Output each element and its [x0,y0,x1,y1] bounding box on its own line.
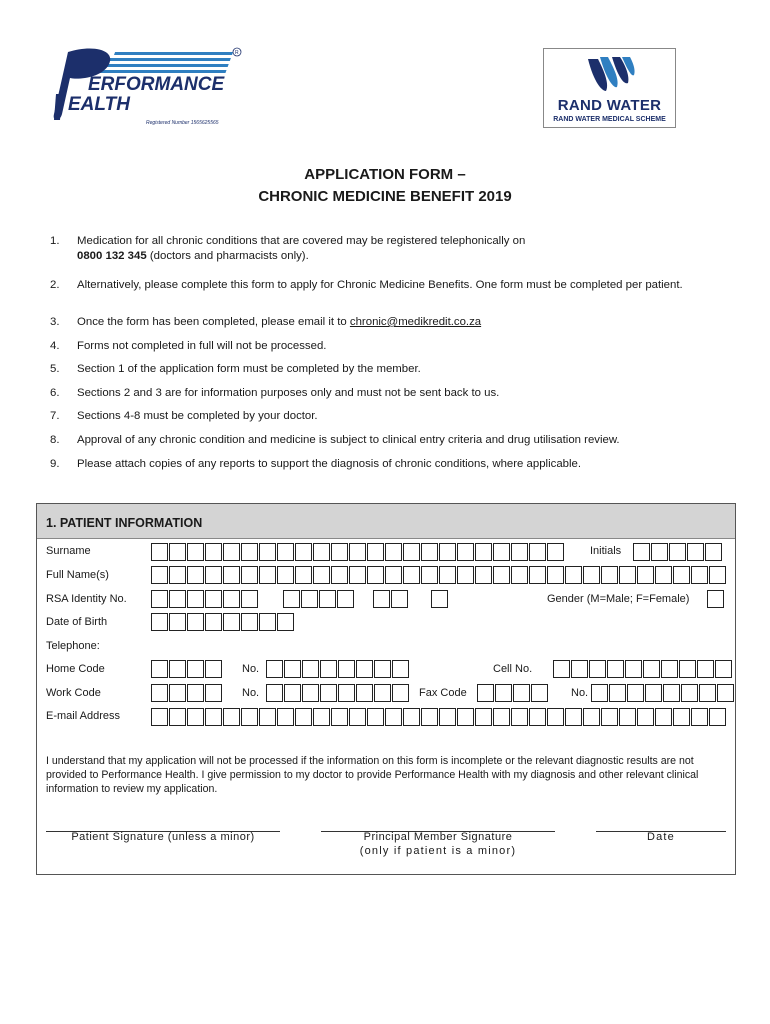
rsa-id-field-part4[interactable] [431,590,449,608]
char-box[interactable] [284,684,301,702]
char-box[interactable] [421,566,438,584]
performance-health-logo [48,44,244,130]
char-box[interactable] [637,566,654,584]
char-box[interactable] [331,543,348,561]
char-box[interactable] [295,708,312,726]
char-box[interactable] [513,684,530,702]
rsa-id-label: RSA Identity No. [46,593,127,605]
char-box[interactable] [687,543,704,561]
char-box[interactable] [589,660,606,678]
fax-no-field[interactable] [591,684,735,702]
char-box[interactable] [385,566,402,584]
work-code-field[interactable] [151,684,223,702]
patient-information-section [36,503,736,875]
char-box[interactable] [661,660,678,678]
char-box[interactable] [367,708,384,726]
char-box[interactable] [319,590,336,608]
svg-text:EALTH: EALTH [68,94,130,115]
char-box[interactable] [565,708,582,726]
char-box[interactable] [205,543,222,561]
char-box[interactable] [699,684,716,702]
home-no-field[interactable] [266,660,410,678]
char-box[interactable] [283,590,300,608]
char-box[interactable] [277,613,294,631]
char-box[interactable] [493,708,510,726]
char-box[interactable] [547,566,564,584]
char-box[interactable] [547,543,564,561]
char-box[interactable] [266,660,283,678]
char-box[interactable] [403,566,420,584]
fax-code-field[interactable] [477,684,549,702]
char-box[interactable] [637,708,654,726]
char-box[interactable] [169,566,186,584]
char-box[interactable] [655,708,672,726]
char-box[interactable] [187,590,204,608]
char-box[interactable] [266,684,283,702]
char-box[interactable] [223,590,240,608]
char-box[interactable] [663,684,680,702]
char-box[interactable] [169,708,186,726]
char-box[interactable] [625,660,642,678]
email-label: E-mail Address [46,710,120,722]
char-box[interactable] [392,684,409,702]
char-box[interactable] [645,684,662,702]
char-box[interactable] [277,543,294,561]
char-box[interactable] [187,684,204,702]
cell-no-field[interactable] [553,660,733,678]
char-box[interactable] [403,708,420,726]
char-box[interactable] [531,684,548,702]
char-box[interactable] [187,543,204,561]
char-box[interactable] [495,684,512,702]
dob-field[interactable] [151,613,295,631]
char-box[interactable] [320,684,337,702]
rand-water-logo [543,48,676,128]
char-box[interactable] [707,590,724,608]
char-box[interactable] [284,660,301,678]
char-box[interactable] [655,566,672,584]
char-box[interactable] [223,708,240,726]
char-box[interactable] [169,684,186,702]
gender-label: Gender (M=Male; F=Female) [547,593,690,605]
surname-label: Surname [46,545,91,557]
char-box[interactable] [205,708,222,726]
char-box[interactable] [439,566,456,584]
char-box[interactable] [313,708,330,726]
fax-no-label: No. [571,687,589,699]
char-box[interactable] [151,613,168,631]
char-box[interactable] [697,660,714,678]
char-box[interactable] [374,684,391,702]
rsa-id-field-part3[interactable] [373,590,409,608]
form-title-line2: CHRONIC MEDICINE BENEFIT 2019 [258,188,512,205]
char-box[interactable] [475,543,492,561]
char-box[interactable] [601,566,618,584]
char-box[interactable] [691,708,708,726]
member-signature-note: (only if patient is a minor) [359,845,517,857]
char-box[interactable] [259,708,276,726]
char-box[interactable] [151,684,168,702]
char-box[interactable] [241,613,258,631]
char-box[interactable] [511,708,528,726]
char-box[interactable] [457,543,474,561]
gender-field[interactable] [707,590,725,608]
char-box[interactable] [571,660,588,678]
char-box[interactable] [338,684,355,702]
declaration-text: I understand that my application will not be processed if the information on this form is incomplete or the relevant diagnostic results are not provided to Performance Health. I give permission to my doctor to provide Performance Health with my diagnosis and other relevant clinical information to review my application. [46,755,699,795]
char-box[interactable] [477,684,494,702]
rsa-id-field-part2[interactable] [283,590,355,608]
home-code-label: Home Code [46,663,105,675]
char-box[interactable] [392,660,409,678]
char-box[interactable] [619,708,636,726]
svg-text:Registered Number 1565625565: Registered Number 1565625565 [146,120,219,126]
char-box[interactable] [356,660,373,678]
char-box[interactable] [241,590,258,608]
char-box[interactable] [241,708,258,726]
char-box[interactable] [511,543,528,561]
char-box[interactable] [259,613,276,631]
char-box[interactable] [295,543,312,561]
email-link[interactable]: chronic@medikredit.co.za [349,316,482,328]
char-box[interactable] [591,684,608,702]
char-box[interactable] [529,708,546,726]
svg-text:ERFORMANCE: ERFORMANCE [88,74,225,95]
char-box[interactable] [553,660,570,678]
char-box[interactable] [302,684,319,702]
char-box[interactable] [373,590,390,608]
char-box[interactable] [259,566,276,584]
char-box[interactable] [277,566,294,584]
char-box[interactable] [715,660,732,678]
char-box[interactable] [475,708,492,726]
char-box[interactable] [609,684,626,702]
work-no-label: No. [242,687,260,699]
home-no-label: No. [242,663,260,675]
char-box[interactable] [295,566,312,584]
char-box[interactable] [493,543,510,561]
char-box[interactable] [619,566,636,584]
char-box[interactable] [627,684,644,702]
char-box[interactable] [583,708,600,726]
rsa-id-field-part1[interactable] [151,590,259,608]
char-box[interactable] [583,566,600,584]
char-box[interactable] [223,566,240,584]
char-box[interactable] [223,613,240,631]
telephone-label: Telephone: [46,640,100,652]
initials-field[interactable] [633,543,723,561]
char-box[interactable] [691,566,708,584]
char-box[interactable] [338,660,355,678]
phone-number: 0800 132 345 [77,250,147,262]
char-box[interactable] [169,613,186,631]
dob-label: Date of Birth [46,616,108,628]
char-box[interactable] [367,543,384,561]
char-box[interactable] [439,708,456,726]
char-box[interactable] [421,708,438,726]
email-field[interactable] [151,708,727,726]
char-box[interactable] [439,543,456,561]
char-box[interactable] [717,684,734,702]
char-box[interactable] [547,708,564,726]
char-box[interactable] [457,566,474,584]
char-box[interactable] [205,660,222,678]
char-box[interactable] [205,684,222,702]
char-box[interactable] [457,708,474,726]
char-box[interactable] [301,590,318,608]
char-box[interactable] [529,566,546,584]
char-box[interactable] [302,660,319,678]
char-box[interactable] [151,708,168,726]
rand-water-subtitle: RAND WATER MEDICAL SCHEME [553,116,666,123]
full-names-label: Full Name(s) [46,569,109,581]
char-box[interactable] [313,543,330,561]
char-box[interactable] [349,566,366,584]
char-box[interactable] [337,590,354,608]
char-box[interactable] [349,708,366,726]
char-box[interactable] [421,543,438,561]
char-box[interactable] [277,708,294,726]
char-box[interactable] [679,660,696,678]
char-box[interactable] [223,543,240,561]
char-box[interactable] [151,543,168,561]
char-box[interactable] [643,660,660,678]
char-box[interactable] [187,660,204,678]
char-box[interactable] [205,613,222,631]
home-code-field[interactable] [151,660,223,678]
char-box[interactable] [633,543,650,561]
member-signature-label: Principal Member Signature [363,831,513,843]
char-box[interactable] [205,590,222,608]
char-box[interactable] [681,684,698,702]
char-box[interactable] [673,708,690,726]
surname-field[interactable] [151,543,565,561]
char-box[interactable] [529,543,546,561]
char-box[interactable] [349,543,366,561]
char-box[interactable] [374,660,391,678]
char-box[interactable] [241,566,258,584]
char-box[interactable] [385,543,402,561]
svg-text:R: R [235,50,239,56]
char-box[interactable] [607,660,624,678]
char-box[interactable] [511,566,528,584]
char-box[interactable] [187,708,204,726]
char-box[interactable] [669,543,686,561]
char-box[interactable] [367,566,384,584]
section-heading: 1. PATIENT INFORMATION [37,504,735,539]
char-box[interactable] [709,708,726,726]
work-no-field[interactable] [266,684,410,702]
char-box[interactable] [651,543,668,561]
char-box[interactable] [169,590,186,608]
char-box[interactable] [169,543,186,561]
char-box[interactable] [356,684,373,702]
char-box[interactable] [187,566,204,584]
char-box[interactable] [673,566,690,584]
work-code-label: Work Code [46,687,101,699]
char-box[interactable] [205,566,222,584]
char-box[interactable] [320,660,337,678]
form-title-line1: APPLICATION FORM – [304,166,466,183]
char-box[interactable] [169,660,186,678]
char-box[interactable] [313,566,330,584]
initials-label: Initials [590,545,622,557]
char-box[interactable] [391,590,408,608]
char-box[interactable] [259,543,276,561]
char-box[interactable] [385,708,402,726]
char-box[interactable] [565,566,582,584]
char-box[interactable] [493,566,510,584]
char-box[interactable] [331,708,348,726]
char-box[interactable] [601,708,618,726]
char-box[interactable] [431,590,448,608]
char-box[interactable] [475,566,492,584]
char-box[interactable] [241,543,258,561]
char-box[interactable] [709,566,726,584]
char-box[interactable] [705,543,722,561]
char-box[interactable] [403,543,420,561]
char-box[interactable] [331,566,348,584]
cell-no-label: Cell No. [493,663,533,675]
char-box[interactable] [187,613,204,631]
date-label: Date [646,831,676,843]
char-box[interactable] [151,590,168,608]
full-names-field[interactable] [151,566,727,584]
char-box[interactable] [151,566,168,584]
patient-signature-label: Patient Signature (unless a minor) [71,831,255,843]
char-box[interactable] [151,660,168,678]
fax-code-label: Fax Code [419,687,467,699]
rand-water-name: RAND WATER [557,97,662,114]
